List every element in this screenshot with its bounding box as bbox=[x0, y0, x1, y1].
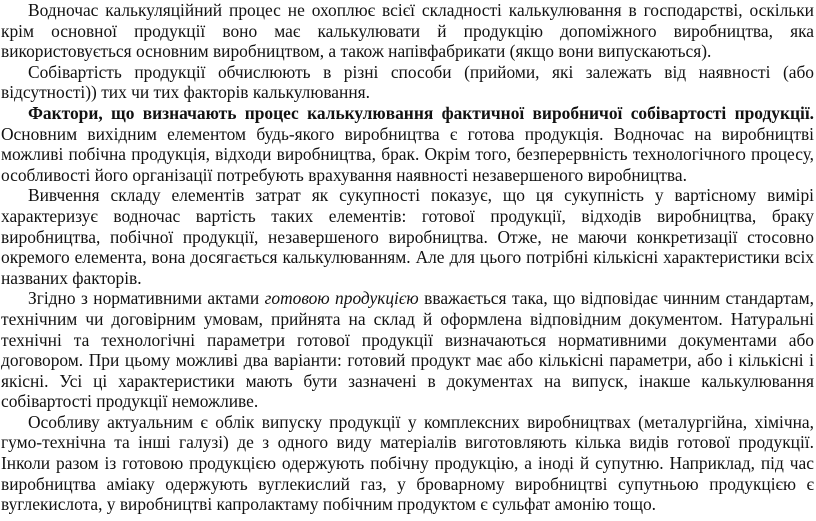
section-heading: Фактори, що визначають процес калькулювання фактичної виробничої собівартості продукції. bbox=[28, 102, 814, 123]
paragraph-complex-production bbox=[1, 412, 814, 515]
paragraph-lead: Згідно з нормативними актами bbox=[28, 288, 265, 309]
paragraph-text: Особливу актуальним є облік випуску продукції у комплексних виробництвах (металургійна, хімічна, гумо-технічна та інші галузі) де з одного виду матеріалів виготовляють кілька видів готової продукції. Інколи разом із готовою продукцією одержують побічну продукцію, а іноді й супутню. Наприклад, під час виробництва аміаку одержують вуглекислий газ, у бровaрному виробництві супутньою продукцією є вуглекислота, у виробництві капролактаму побічним продуктом є сульфат амонію тощо. bbox=[1, 411, 814, 515]
paragraph-text: Вивчення складу елементів затрат як сукупності показує, що ця сукупність у вартісному вимірі характеризує водночас вартість таких елементів: готової продукції, відходів виробництва, браку виробництва, побічної продукції, незавершеного виробництва. Отже, не маючи конкретизації стосовно окремого елемента, вона досягається калькулюванням. Але для цього потрібні кількісні характеристики всіх названих факторів. bbox=[1, 185, 814, 288]
paragraph-text: Водночас калькуляційний процес не охоплює всієї складності калькулювання в господарстві, оскільки крім основної продукції воно має калькулювати й продукцію допоміжного виробництва, яка використовується основним виробництвом, а також напівфабрикати (якщо вони випускаються). bbox=[1, 0, 814, 62]
paragraph-factors bbox=[1, 103, 814, 185]
emphasized-term: готовою продукцією bbox=[264, 288, 419, 309]
paragraph-text: вважається така, що відповідає чинним стандартам, технічним чи договірним умовам, прийнята на склад й оформлена відповідним документом. Натуральні технічні та технологічні параметри готової продукції визначаються нормативними документами або договором. При цьому можливі два варіанти: готовий продукт має або кількісні параметри, або і кількісні і якісні. Усі ці характеристики мають бути зазначені в документах на випуск, інакше калькулювання собівартості продукції неможливе. bbox=[1, 288, 815, 412]
paragraph-cost-methods bbox=[1, 62, 814, 103]
document-page bbox=[1, 0, 814, 515]
paragraph-text: Основним вихідним елементом будь-якого виробництва є готова продукція. Водночас на виробництві можливі побічна продукція, відходи виробництва, брак. Окрім того, безперервність технологічного процесу, особливості його організації потребують врахування наявності незавершеного виробництва. bbox=[1, 123, 814, 185]
paragraph-calculation-scope bbox=[1, 0, 814, 62]
paragraph-cost-elements bbox=[1, 185, 814, 288]
paragraph-text: Собівартість продукції обчислюють в різні способи (прийоми, які залежать від наявності (або відсутності)) тих чи тих факторів калькулювання. bbox=[1, 61, 814, 103]
paragraph-finished-products bbox=[1, 288, 814, 412]
